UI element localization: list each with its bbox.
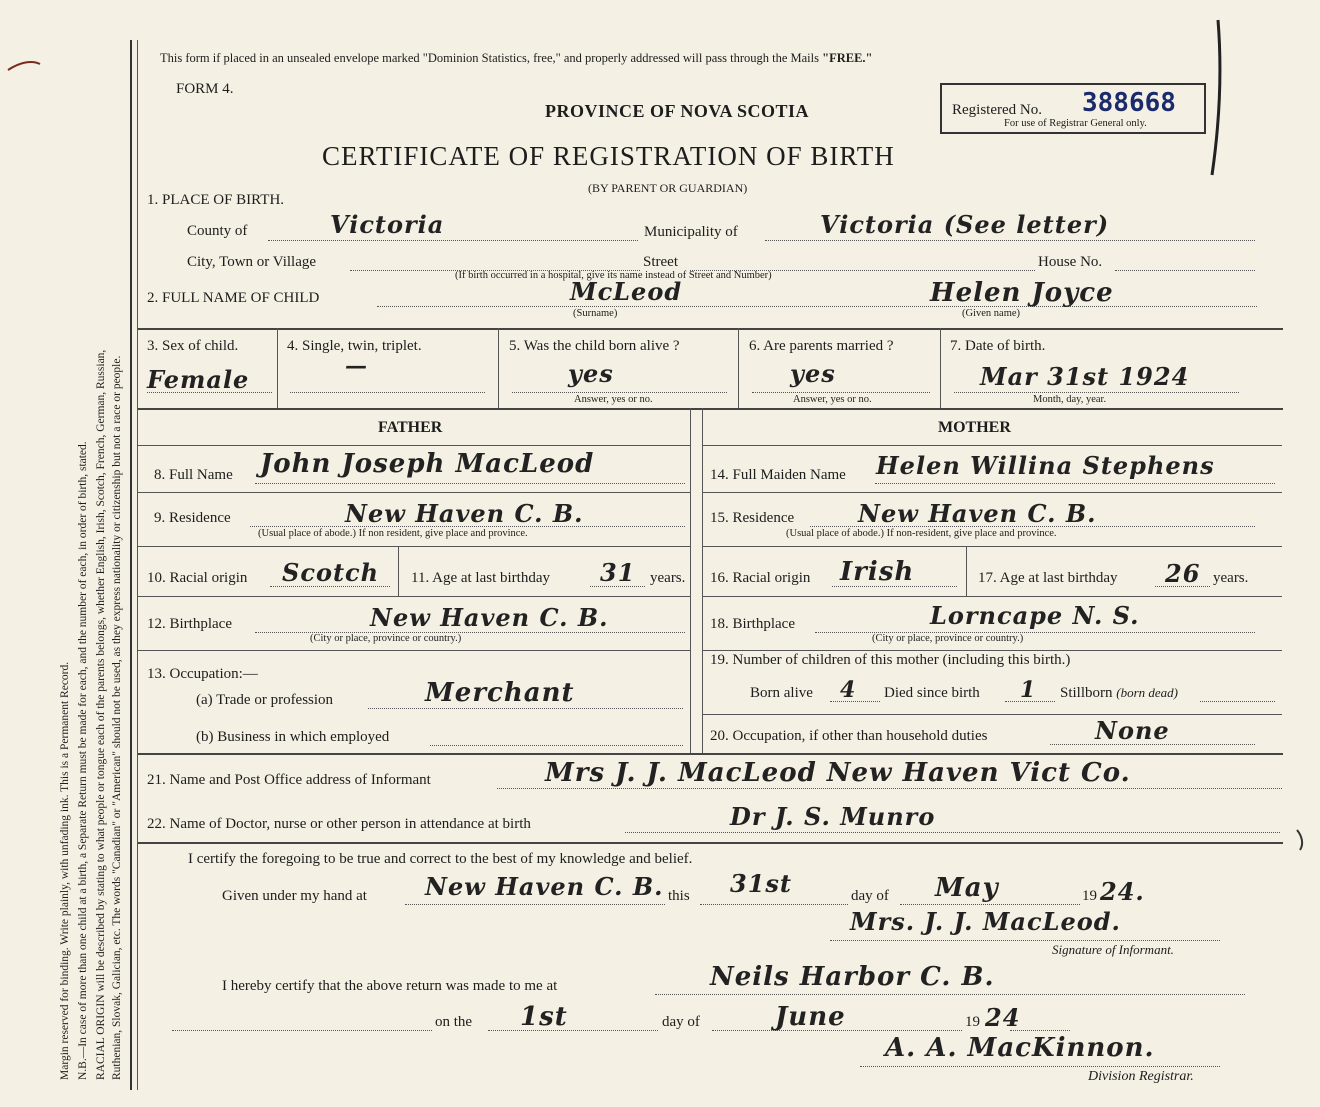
county-value: Victoria — [330, 210, 445, 239]
father-age-label: 11. Age at last birthday — [411, 570, 550, 586]
doctor-label: 22. Name of Doctor, nurse or other person in attendance at birth — [147, 816, 531, 832]
mother-residence-note: (Usual place of abode.) If non-resident, give place and province. — [786, 528, 1057, 539]
sex-value: Female — [147, 365, 250, 394]
father-heading: FATHER — [378, 419, 443, 436]
born-alive-count-label: Born alive — [750, 685, 813, 701]
mother-name: Helen Willina Stephens — [876, 451, 1215, 480]
children-count-label: 19. Number of children of this mother (including this birth.) — [710, 652, 1071, 668]
father-name: John Joseph MacLeod — [260, 449, 595, 479]
born-alive-value: yes — [568, 359, 614, 388]
father-residence-note: (Usual place of abode.) If non resident, give place and province. — [258, 528, 528, 539]
mother-birthplace-note: (City or place, province or country.) — [872, 633, 1024, 644]
stillborn-label: Stillborn (born dead) — [1060, 685, 1179, 701]
date-of-birth-caption: Month, day, year. — [1033, 394, 1107, 405]
mother-age: 26 — [1165, 559, 1201, 588]
mother-residence: New Haven C. B. — [858, 499, 1097, 528]
died-since-birth-count: 1 — [1020, 677, 1037, 703]
municipality-label: Municipality of — [644, 224, 738, 240]
certify-statement: I certify the foregoing to be true and correct to the best of my knowledge and belief. — [188, 851, 693, 867]
margin-note-racial-origin-cont: Ruthenian, Slovak, Galician, etc. The words "Canadian" or "American" should not be used, as they express nationality or citizenship but not a race or people. — [111, 355, 123, 1080]
informant-label: 21. Name and Post Office address of Informant — [147, 772, 431, 788]
sex-label: 3. Sex of child. — [147, 338, 239, 354]
given-under-label: Given under my hand at — [222, 888, 367, 904]
margin-note-racial-origin: RACIAL ORIGIN will be described by stating to what people or tongue each of the parents belongs, whether English, Irish, Scotch, French, German, Russian, — [95, 349, 107, 1080]
trade-value: Merchant — [425, 678, 575, 708]
certificate-subtitle: (BY PARENT OR GUARDIAN) — [588, 181, 748, 195]
registered-no-label: Registered No. — [952, 102, 1042, 118]
on-the-label: on the — [435, 1014, 473, 1030]
mother-occupation-label: 20. Occupation, if other than household duties — [710, 728, 988, 744]
parents-married-value: yes — [790, 359, 836, 388]
registrar-signature: A. A. MacKinnon. — [885, 1033, 1155, 1063]
mother-residence-label: 15. Residence — [710, 510, 795, 526]
registrar-day-of-label: day of — [662, 1014, 700, 1030]
this-label: this — [668, 888, 690, 904]
father-race: Scotch — [282, 558, 380, 587]
child-name-label: 2. FULL NAME OF CHILD — [147, 290, 320, 306]
father-age: 31 — [600, 558, 636, 587]
registrar-general-note: For use of Registrar General only. — [1004, 118, 1147, 129]
street-label: Street — [643, 254, 678, 270]
plurality-value: — — [345, 353, 368, 379]
father-birthplace-note: (City or place, province or country.) — [310, 633, 462, 644]
informant-value: Mrs J. J. MacLeod New Haven Vict Co. — [545, 758, 1131, 788]
given-year: 24. — [1100, 877, 1145, 906]
father-residence: New Haven C. B. — [345, 499, 584, 528]
given-year-prefix: 19 — [1082, 888, 1097, 904]
municipality-value: Victoria (See letter) — [820, 210, 1110, 239]
father-name-label: 8. Full Name — [154, 467, 233, 483]
registrar-day: 1st — [520, 1002, 568, 1032]
mother-name-label: 14. Full Maiden Name — [710, 467, 846, 483]
date-of-birth-value: Mar 31st 1924 — [980, 362, 1190, 391]
mother-age-label: 17. Age at last birthday — [978, 570, 1118, 586]
province-heading: PROVINCE OF NOVA SCOTIA — [545, 101, 810, 121]
given-day: 31st — [730, 869, 792, 898]
surname-caption: (Surname) — [573, 308, 618, 319]
mail-notice: This form if placed in an unsealed envelope marked "Dominion Statistics, free," and properly addressed will pass through the Mails "FREE." — [160, 51, 873, 65]
form-number: FORM 4. — [176, 81, 234, 97]
parents-married-caption: Answer, yes or no. — [793, 394, 872, 405]
trade-label: (a) Trade or profession — [196, 692, 334, 708]
city-label: City, Town or Village — [187, 254, 317, 270]
father-years-label: years. — [650, 570, 686, 586]
informant-signature: Mrs. J. J. MacLeod. — [850, 907, 1121, 936]
certificate-title: CERTIFICATE OF REGISTRATION OF BIRTH — [322, 141, 895, 171]
registered-number: 388668 — [1082, 88, 1176, 118]
mother-heading: MOTHER — [938, 419, 1011, 436]
registrar-year-prefix: 19 — [965, 1014, 980, 1030]
mother-race-label: 16. Racial origin — [710, 570, 811, 586]
margin-note-multiple-births: N.B.—In case of more than one child at a birth, a Separate Return must be made for each, and the number of each, in order of birth, stated. — [77, 441, 89, 1080]
mother-birthplace: Lorncape N. S. — [930, 601, 1140, 630]
signature-caption: Signature of Informant. — [1052, 942, 1174, 957]
doctor-value: Dr J. S. Munro — [730, 802, 936, 831]
given-place: New Haven C. B. — [425, 872, 664, 901]
given-month: May — [935, 873, 999, 903]
given-name-caption: (Given name) — [962, 308, 1021, 319]
born-alive-label: 5. Was the child born alive ? — [509, 338, 680, 354]
mother-race: Irish — [840, 557, 915, 587]
house-no-label: House No. — [1038, 254, 1103, 270]
father-birthplace-label: 12. Birthplace — [147, 616, 232, 632]
registrar-statement: I hereby certify that the above return was made to me at — [222, 978, 558, 994]
hospital-note: (If birth occurred in a hospital, give its name instead of Street and Number) — [455, 270, 772, 281]
margin-note-binding: Margin reserved for binding. Write plainly, with unfading ink. This is a Permanent Record. — [59, 661, 71, 1080]
born-alive-count: 4 — [840, 677, 857, 703]
mother-birthplace-label: 18. Birthplace — [710, 616, 795, 632]
county-label: County of — [187, 223, 248, 239]
date-of-birth-label: 7. Date of birth. — [950, 338, 1046, 354]
occupation-heading: 13. Occupation:— — [147, 666, 258, 682]
father-race-label: 10. Racial origin — [147, 570, 248, 586]
mother-years-label: years. — [1213, 570, 1249, 586]
registrar-month: June — [775, 1002, 846, 1032]
day-of-label: day of — [851, 888, 889, 904]
place-of-birth-heading: 1. PLACE OF BIRTH. — [147, 192, 285, 208]
child-surname: McLeod — [570, 277, 683, 306]
born-alive-caption: Answer, yes or no. — [574, 394, 653, 405]
father-residence-label: 9. Residence — [154, 510, 231, 526]
registrar-year: 24 — [985, 1003, 1021, 1032]
plurality-label: 4. Single, twin, triplet. — [287, 338, 422, 354]
father-birthplace: New Haven C. B. — [370, 603, 609, 632]
mother-occupation: None — [1095, 716, 1170, 745]
parents-married-label: 6. Are parents married ? — [749, 338, 894, 354]
died-since-birth-label: Died since birth — [884, 685, 980, 701]
business-label: (b) Business in which employed — [196, 729, 390, 745]
registrar-caption: Division Registrar. — [1088, 1069, 1194, 1084]
registrar-place: Neils Harbor C. B. — [710, 962, 995, 992]
child-given-name: Helen Joyce — [930, 278, 1114, 308]
